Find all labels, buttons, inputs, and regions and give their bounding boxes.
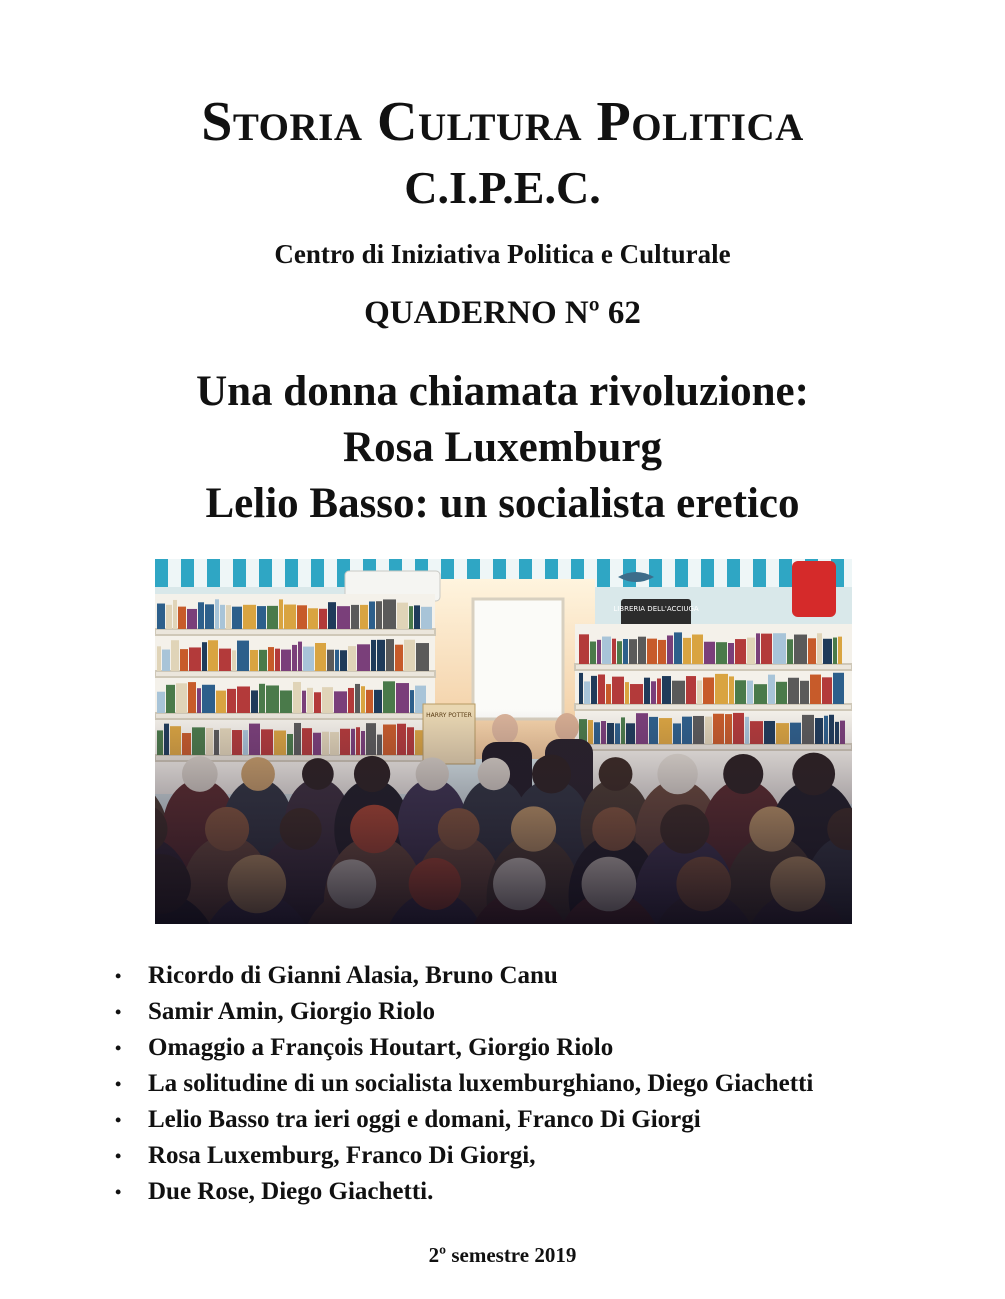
shelf-book — [787, 639, 793, 664]
contents-item-text: Due Rose, Diego Giachetti. — [148, 1178, 434, 1205]
shelf-book — [715, 674, 728, 704]
contents-item-text: Lelio Basso tra ieri oggi e domani, Franco Di Giorgi — [148, 1106, 701, 1133]
contents-item — [112, 1102, 912, 1138]
shelf-book — [623, 639, 628, 664]
shelf-book — [232, 607, 242, 629]
shelf-book — [293, 682, 301, 713]
shelf-book — [776, 682, 787, 704]
contents-item — [112, 1066, 912, 1102]
shelf-book — [315, 643, 326, 671]
shelf-book — [257, 606, 266, 629]
shelf-book — [340, 650, 347, 671]
shelf-book — [686, 676, 696, 704]
shelf-book — [590, 642, 596, 664]
shelf-book — [328, 602, 336, 629]
shelf-book — [756, 633, 760, 664]
shelf-book — [202, 642, 207, 671]
shelf-book — [651, 681, 656, 704]
shelf-book — [284, 605, 296, 629]
shelf-book — [672, 681, 685, 704]
shelf-book — [747, 681, 753, 704]
shelf-book — [266, 685, 279, 713]
journal-title: Storia Cultura Politica — [201, 91, 804, 153]
bullet-icon: • — [115, 1182, 122, 1202]
shelf-book — [598, 674, 605, 704]
bullet-icon: • — [115, 1002, 122, 1022]
shelf-book — [833, 673, 844, 704]
shelf-book — [383, 681, 395, 713]
shelf-book — [215, 599, 219, 629]
shelf-book — [822, 677, 832, 704]
shelf-book — [833, 638, 837, 664]
shelf-book — [189, 647, 201, 671]
shelf-book — [658, 640, 666, 664]
shelf-book — [226, 605, 231, 629]
shelf-book — [377, 640, 385, 671]
shelf-book — [788, 678, 799, 704]
shelf-book — [157, 604, 165, 629]
shelf-book — [579, 634, 589, 664]
shelf-book — [303, 647, 314, 671]
shelf-book — [202, 685, 215, 713]
shelf-book — [376, 601, 382, 629]
shelf-book — [692, 635, 703, 664]
shelf-book — [386, 639, 394, 671]
shelf-book — [728, 643, 734, 664]
shelf-book — [369, 601, 375, 629]
shelf-book — [647, 639, 657, 664]
shelf-book — [683, 638, 691, 664]
shelf-book — [355, 684, 360, 713]
contents-item — [112, 958, 912, 994]
shelf-book — [421, 607, 432, 629]
shelf-book — [768, 675, 775, 704]
shelf-book — [584, 681, 590, 704]
bookstore-sign-text: LIBRERIA DELL'ACCIUGA — [613, 605, 699, 613]
bullet-icon: • — [115, 1038, 122, 1058]
shelf-book — [220, 605, 225, 629]
shelf-book — [188, 682, 196, 713]
bullet-icon: • — [115, 966, 122, 986]
shelf-book — [638, 637, 646, 664]
publication-semester: 2º semestre 2019 — [428, 1243, 577, 1267]
shelf-book — [259, 650, 267, 671]
shelf-book — [232, 650, 236, 671]
shelf-book — [735, 680, 746, 704]
shelf-book — [335, 650, 339, 671]
shelf-book — [371, 640, 376, 671]
shelf-book — [357, 644, 370, 671]
shelf-book — [703, 677, 714, 704]
contents-item-text: Omaggio a François Houtart, Giorgio Riolo — [148, 1034, 614, 1061]
shelf-book — [337, 606, 350, 629]
shelf-book — [794, 635, 807, 664]
shelf-book — [409, 606, 413, 629]
shelf-book — [800, 681, 809, 704]
shelf-book — [162, 650, 170, 671]
shelf-book — [259, 684, 265, 713]
contents-item-text: Ricordo di Gianni Alasia, Bruno Canu — [148, 962, 558, 989]
shelf-book — [404, 640, 415, 671]
contents-item — [112, 1030, 912, 1066]
shelf-book — [267, 606, 278, 629]
bullet-icon: • — [115, 1146, 122, 1166]
shelf-book — [591, 676, 597, 704]
contents-item — [112, 1174, 912, 1210]
shelf-book — [662, 676, 671, 704]
bullet-icon: • — [115, 1074, 122, 1094]
bullet-icon: • — [115, 1110, 122, 1130]
shelf-book — [383, 599, 396, 629]
shelf-book — [279, 599, 283, 629]
shelf-book — [612, 677, 624, 704]
shelf-book — [275, 649, 280, 671]
shelf-book — [625, 682, 629, 704]
contents-item-text: Rosa Luxemburg, Franco Di Giorgi, — [148, 1142, 536, 1169]
issue-number: QUADERNO Nº 62 — [364, 295, 641, 331]
shelf-book — [808, 638, 816, 664]
shelf-book — [773, 633, 786, 664]
shelf-book — [617, 641, 622, 664]
shelf-book — [754, 684, 767, 704]
shelf-book — [697, 680, 702, 704]
shelf-book — [716, 642, 727, 664]
shelf-book — [747, 638, 755, 664]
shelf-book — [360, 605, 368, 629]
headline-line-2: Rosa Luxemburg — [343, 424, 662, 471]
shelf-book — [268, 647, 274, 671]
contents-item-text: La solitudine di un socialista luxemburghiano, Diego Giachetti — [148, 1070, 814, 1097]
shelf-book — [579, 673, 583, 704]
shelf-book — [630, 684, 643, 704]
shelf-book — [178, 607, 186, 629]
shelf-book — [351, 605, 359, 629]
shelf-book — [348, 646, 356, 671]
shelf-book — [198, 602, 204, 629]
shelf-book — [297, 605, 307, 629]
shelf-book — [761, 634, 772, 664]
shelf-book — [173, 600, 177, 629]
shelf-book — [180, 649, 188, 671]
shelf-book — [298, 642, 302, 671]
shelf-book — [208, 640, 218, 671]
shelf-book — [396, 683, 409, 713]
shelf-book — [171, 640, 179, 671]
shelf-book — [597, 640, 601, 664]
shelf-book — [606, 684, 611, 704]
shelf-book — [361, 686, 365, 713]
shelf-book — [166, 685, 175, 713]
headline-line-3: Lelio Basso: un socialista eretico — [205, 480, 800, 527]
shelf-book — [327, 650, 334, 671]
shelf-book — [176, 683, 187, 713]
shelf-book — [157, 646, 161, 671]
shelf-book — [729, 676, 734, 704]
shelf-book — [810, 675, 821, 704]
shelf-book — [602, 637, 611, 664]
shelf-book — [205, 604, 214, 629]
shelf-book — [166, 605, 172, 629]
shelf-book — [704, 642, 715, 664]
shelf-book — [397, 603, 408, 629]
contents-list — [112, 958, 912, 1210]
shelf-book — [395, 645, 403, 671]
contents-item-text: Samir Amin, Giorgio Riolo — [148, 998, 436, 1025]
shelf-book — [292, 645, 297, 671]
shelf-book — [644, 678, 650, 704]
shelf-book — [667, 635, 673, 664]
shelf-book — [735, 639, 746, 664]
shelf-book — [308, 608, 318, 629]
journal-acronym: C.I.P.E.C. — [404, 162, 601, 213]
shelf-book — [629, 639, 637, 664]
contents-item — [112, 994, 912, 1030]
shelf-book — [823, 639, 832, 664]
contents-item — [112, 1138, 912, 1174]
shelf-book — [319, 609, 327, 629]
shelf-book — [657, 678, 661, 704]
shelf-book — [674, 632, 682, 664]
shelf-book — [838, 637, 842, 664]
shelf-book — [817, 633, 822, 664]
headline-line-1: Una donna chiamata rivoluzione: — [196, 368, 809, 415]
shelf-book — [281, 650, 291, 671]
shelf-book — [250, 650, 258, 671]
shelf-book — [237, 641, 249, 671]
bookstore-photo — [155, 559, 852, 924]
shelf-book — [219, 649, 231, 671]
shelf-book — [243, 605, 256, 629]
shelf-book — [416, 643, 429, 671]
shelf-book — [612, 639, 616, 664]
shelf-book — [414, 605, 420, 629]
shelf-book — [187, 609, 197, 629]
organization-name: Centro di Iniziativa Politica e Culturale — [274, 239, 731, 269]
